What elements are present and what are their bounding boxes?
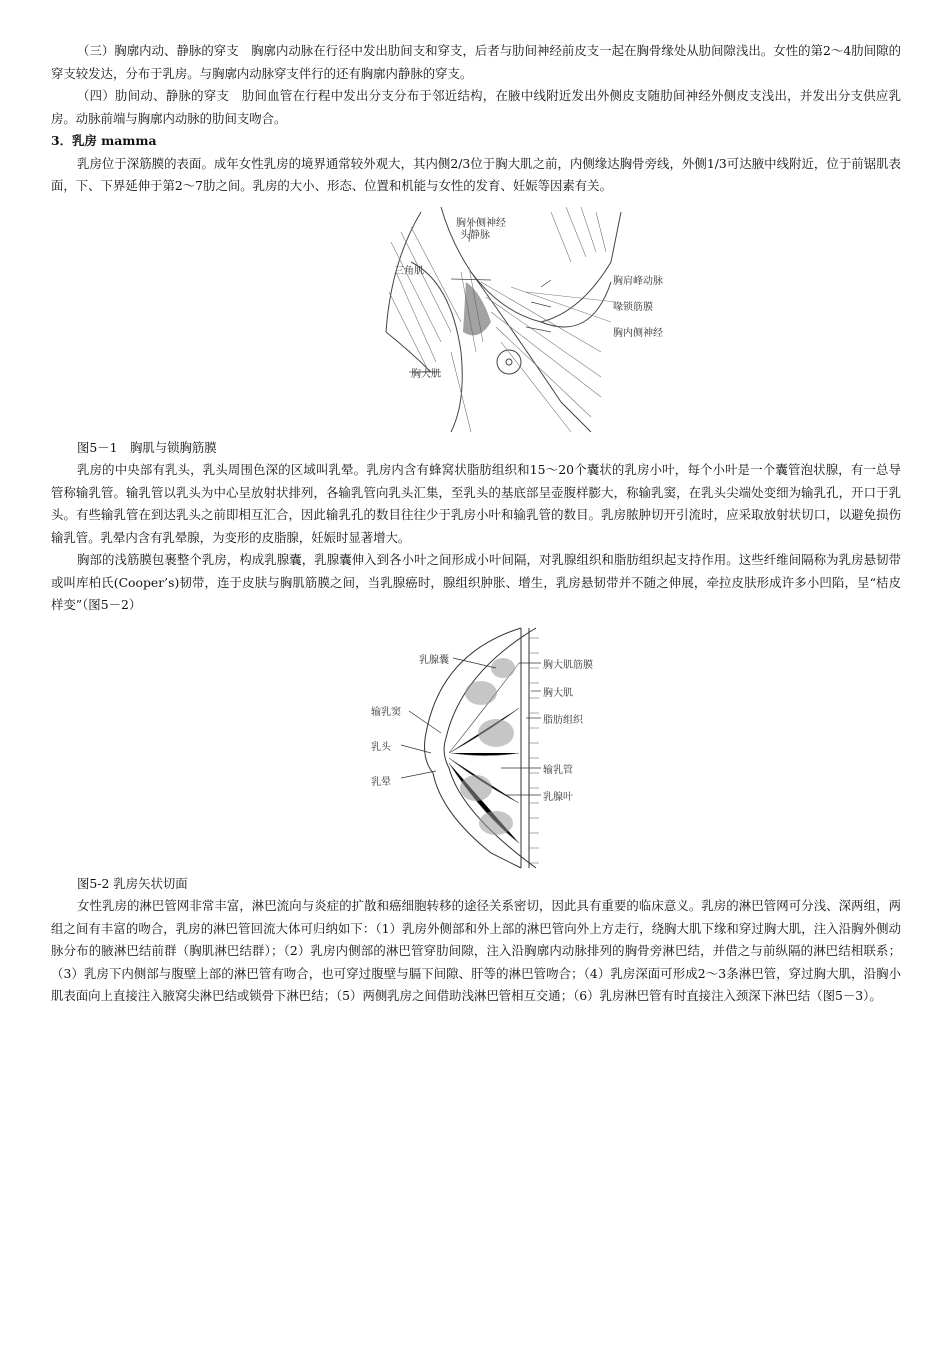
label-pectoral-fascia: 胸大肌筋膜 [543, 659, 593, 671]
document-page [51, 40, 901, 1008]
label-lateral-pectoral-nerve: 胸外侧神经 [456, 217, 506, 229]
label-mammary-lobe: 乳腺叶 [543, 791, 573, 803]
label-lactiferous-duct: 输乳管 [543, 764, 573, 776]
paragraph-breast-structure: 乳房的中央部有乳头，乳头周围色深的区域叫乳晕。乳房内含有蜂窝状脂肪组织和15～20个囊状的乳房小叶，每个小叶是一个囊管泡状腺，有一总导管称输乳管。输乳管以乳头为中心呈放射状排列，各输乳管向乳头汇集，至乳头的基底部呈壶腹样膨大，称输乳窦，在乳头尖端处变细为输乳孔，开口于乳头。有些输乳管在到达乳头之前即相互汇合，因此输乳孔的数目往往少于乳房小叶和输乳管的数目。乳房脓肿切开引流时，应采取放射状切口，以避免损伤输乳管。乳晕内含有乳晕腺，为变形的皮脂腺，妊娠时显著增大。 [51, 462, 901, 545]
label-thoracoacromial-artery: 胸肩峰动脉 [613, 275, 663, 287]
section-heading-breast: 3．乳房 mamma [51, 133, 157, 148]
figure1-caption: 图5－1 胸肌与锁胸筋膜 [77, 439, 217, 455]
label-clavipectoral-fascia: 喙锁筋膜 [613, 301, 653, 313]
label-cephalic-vein: 头静脉 [460, 229, 490, 241]
label-lactiferous-sinus: 输乳窦 [371, 706, 401, 718]
figure-breast-sagittal-section [371, 623, 631, 873]
label-mammary-capsule: 乳腺囊 [419, 654, 449, 666]
label-fat-tissue: 脂肪组织 [543, 714, 583, 726]
paragraph-internal-thoracic-perforators: （三）胸廓内动、静脉的穿支 胸廓内动脉在行径中发出肋间支和穿支，后者与肋间神经前皮支一起在胸骨缘处从肋间隙浅出。女性的第2～4肋间隙的穿支较发达，分布于乳房。与胸廓内动脉穿支伴行的还有胸廓内静脉的穿支。 [51, 43, 901, 81]
label-pectoralis-major: 胸大肌 [411, 368, 441, 380]
figure-pectoral-illustration [351, 202, 663, 437]
paragraph-lymphatic-drainage: 女性乳房的淋巴管网非常丰富，淋巴流向与炎症的扩散和癌细胞转移的途径关系密切，因此具有重要的临床意义。乳房的淋巴管网可分浅、深两组，两组之间有丰富的吻合，乳房的淋巴管回流大体可归纳如下：（1）乳房外侧部和外上部的淋巴管向外上方走行，绕胸大肌下缘和穿过胸大肌，注入沿胸外侧动脉分布的腋淋巴结前群（胸肌淋巴结群）；（2）乳房内侧部的淋巴管穿肋间隙，注入沿胸廓内动脉排列的胸骨旁淋巴结，并借之与前纵隔的淋巴结相联系；（3）乳房下内侧部与腹壁上部的淋巴管有吻合，也可穿过腹壁与膈下间隙、肝等的淋巴管吻合；（4）乳房深面可形成2～3条淋巴管，穿过胸大肌，沿胸小肌表面向上直接注入腋窝尖淋巴结或锁骨下淋巴结；（5）两侧乳房之间借助浅淋巴管相互交通；（6）乳房淋巴管有时直接注入颈深下淋巴结（图5－3）。 [51, 898, 901, 1003]
label-medial-pectoral-nerve: 胸内侧神经 [613, 327, 663, 339]
label-pectoralis-major-2: 胸大肌 [543, 687, 573, 699]
paragraph-breast-location: 乳房位于深筋膜的表面。成年女性乳房的境界通常较外观大，其内侧2/3位于胸大肌之前，内侧缘达胸骨旁线，外侧1/3可达腋中线附近，位于前锯肌表面，下、下界延伸于第2～7肋之间。乳房的大小、形态、位置和机能与女性的发育、妊娠等因素有关。 [51, 155, 901, 193]
pectoral-drawing [351, 202, 651, 437]
paragraph-intercostal-perforators: （四）肋间动、静脉的穿支 肋间血管在行程中发出分支分布于邻近结构，在腋中线附近发出外侧皮支随肋间神经外侧皮支浅出，并发出分支供应乳房。动脉前端与胸廓内动脉的肋间支吻合。 [51, 88, 901, 126]
figure2-caption: 图5-2 乳房矢状切面 [77, 875, 188, 891]
label-nipple: 乳头 [371, 741, 391, 753]
paragraph-cooper-ligaments: 胸部的浅筋膜包裹整个乳房，构成乳腺囊，乳腺囊伸入到各小叶之间形成小叶间隔，对乳腺组织和脂肪组织起支持作用。这些纤维间隔称为乳房悬韧带或叫库柏氏(Cooper’s)韧带，连于皮肤与胸肌筋膜之间，当乳腺癌时，腺组织肿胀、增生，乳房悬韧带并不随之伸展，牵拉皮肤形成许多小凹陷，呈“桔皮样变”（图5－2） [51, 552, 901, 612]
label-areola: 乳晕 [371, 776, 391, 788]
label-deltoid: 三角肌 [394, 265, 424, 277]
